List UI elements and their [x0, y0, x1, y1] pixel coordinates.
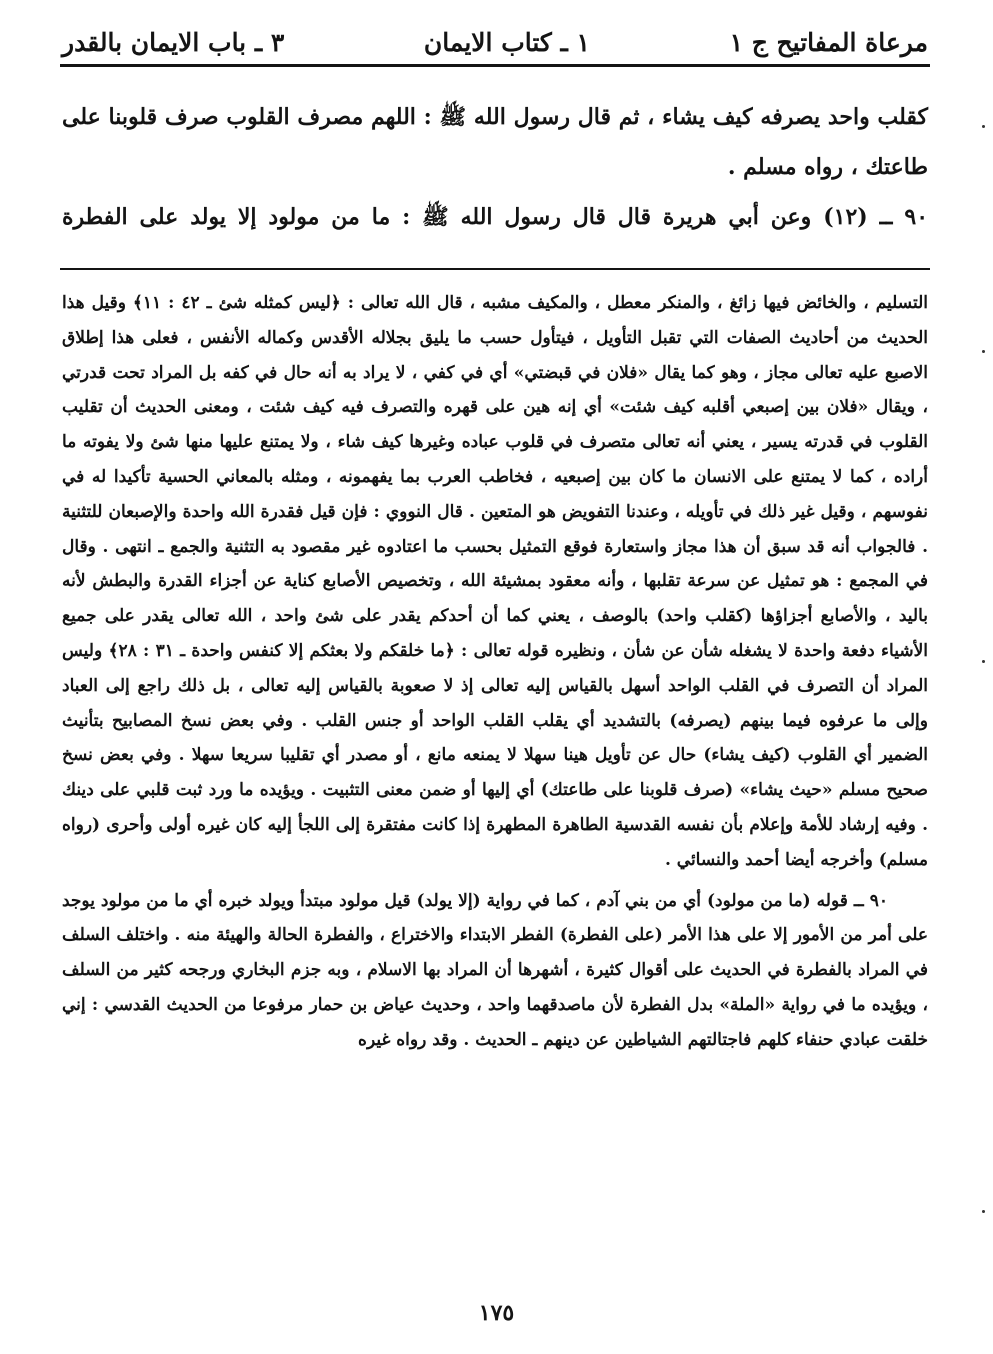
scan-speck: [982, 660, 985, 663]
book-title: مرعاة المفاتيح ج ١: [729, 27, 928, 57]
scan-speck: [982, 350, 985, 353]
scan-speck: [982, 1210, 985, 1213]
commentary-note-90: ٩٠ ــ قوله (ما من مولود) أي من بني آدم ، كما في رواية (إلا يولد) قيل مولود مبتدأ ويولد خبره أي ما من مولود يوجد على أمر من الأمور إلا على هذا الأمر (على الفطرة) الفطر الابتداء والاختراع ، والفطرة الحالة والهيئة منه . واختلف السلف في المراد بالفطرة في الحديث على أقوال كثيرة ، أشهرها أن المراد بها الاسلام ، وبه جزم البخاري ورجحه كثير من السلف ، ويؤيده ما في رواية «الملة» بدل الفطرة لأن ماصدقهما واحد ، وحديث عياض بن حمار مرفوعا من الحديث القدسي : إني خلقت عبادي حنفاء كلهم فاجتالتهم الشياطين عن دينهم ـ الحديث . وقد رواه غيره: [62, 890, 928, 1050]
commentary-text: [62, 286, 928, 1058]
commentary-paragraph: التسليم ، والخائض فيها زائغ ، والمنكر معطل ، والمكيف مشبه ، قال الله تعالى : ﴿ليس كمثله شئ ـ ٤٢ : ١١﴾ وقيل هذا الحديث من أحاديث الصفات التي تقبل التأويل ، فيتأول حسب ما يليق بجلاله الأقدس وكماله الأنفس ، فعلى هذا إطلاق الاصبع عليه تعالى مجاز ، وهو كما يقال «فلان في قبضتي» أي في كفي ، لا يراد به أنه حال في كفه بل المراد تحت قدرتي ، ويقال «فلان بين إصبعي أقلبه كيف شئت» أي إنه هين على قهره والتصرف فيه كيف شئت ، ومعنى الحديث أن تقليب القلوب في قدرته يسير ، يعني أنه تعالى متصرف في قلوب عباده وغيرها كيف شاء ، ولا يمتنع عليها منها شئ ولا يفوته ما أراده ، كما لا يمتنع على الانسان ما كان بين إصبعيه ، فخاطب العرب بما يفهمونه ، ومثله بالمعاني الحسية تأكيدا له في نفوسهم ، وقيل غير ذلك في تأويله ، وعندنا التفويض هو المتعين . قال النووي : فإن قيل فقدرة الله واحدة والإصبعان للتثنية . فالجواب أنه قد سبق أن هذا مجاز واستعارة فوقع التمثيل بحسب ما اعتادوه غير مقصود به التثنية والجمع ـ انتهى . وقال في المجمع : هو تمثيل عن سرعة تقلبها ، وأنه معقود بمشيئة الله ، وتخصيص الأصابع كناية عن أجزاء القدرة والبطش لأنه باليد ، والأصابع أجزاؤها (كقلب واحد) بالوصف ، يعني كما أن أحدكم يقدر على شئ واحد ، الله تعالى يقدر على جميع الأشياء دفعة واحدة لا يشغله شأن عن شأن ، ونظيره قوله تعالى : ﴿ما خلقكم ولا بعثكم إلا كنفس واحدة ـ ٣١ : ٢٨﴾ وليس المراد أن التصرف في القلب الواحد أسهل بالقياس إليه تعالى إذ لا صعوبة بالقياس إليه تعالى ، بل ذلك راجع إلى العباد وإلى ما عرفوه فيما بينهم (يصرفه) بالتشديد أي يقلب القلب الواحد أو جنس القلب . وفي بعض نسخ المصابيح بتأنيث الضمير أي القلوب (كيف يشاء) حال عن تأويل هينا سهلا لا يمنعه مانع ، أو مصدر أي تقليبا سريعا سهلا . وفي بعض نسخ صحيح مسلم «حيث يشاء» (صرف قلوبنا على طاعتك) أي إليها أو ضمن معنى التثبيت . ويؤيده ما ورد ثبت قلبي على دينك . وفيه إرشاد للأمة وإعلام بأن نفسه القدسية الطاهرة المطهرة إذا كانت مفتقرة إلى اللجأ إليه كان غيره أولى وأحرى (رواه مسلم) وأخرجه أيضا أحمد والنسائي .: [62, 293, 928, 870]
page-number: ١٧٥: [478, 1300, 515, 1326]
section-title: ٣ ـ باب الايمان بالقدر: [62, 27, 285, 57]
scan-speck: [982, 125, 985, 128]
matn-text: [62, 92, 928, 242]
hadith-90-text: ٩٠ ــ (١٢) وعن أبي هريرة قال قال رسول الله ﷺ : ما من مولود إلا يولد على الفطرة: [62, 204, 929, 230]
running-header: [62, 22, 928, 62]
header-rule: [60, 64, 930, 67]
chapter-title: ١ ـ كتاب الايمان: [423, 27, 590, 57]
matn-commentary-divider: [60, 268, 930, 270]
matn-continuation: كقلب واحد يصرفه كيف يشاء ، ثم قال رسول الله ﷺ : اللهم مصرف القلوب صرف قلوبنا على طاعتك ، رواه مسلم .: [62, 104, 928, 180]
